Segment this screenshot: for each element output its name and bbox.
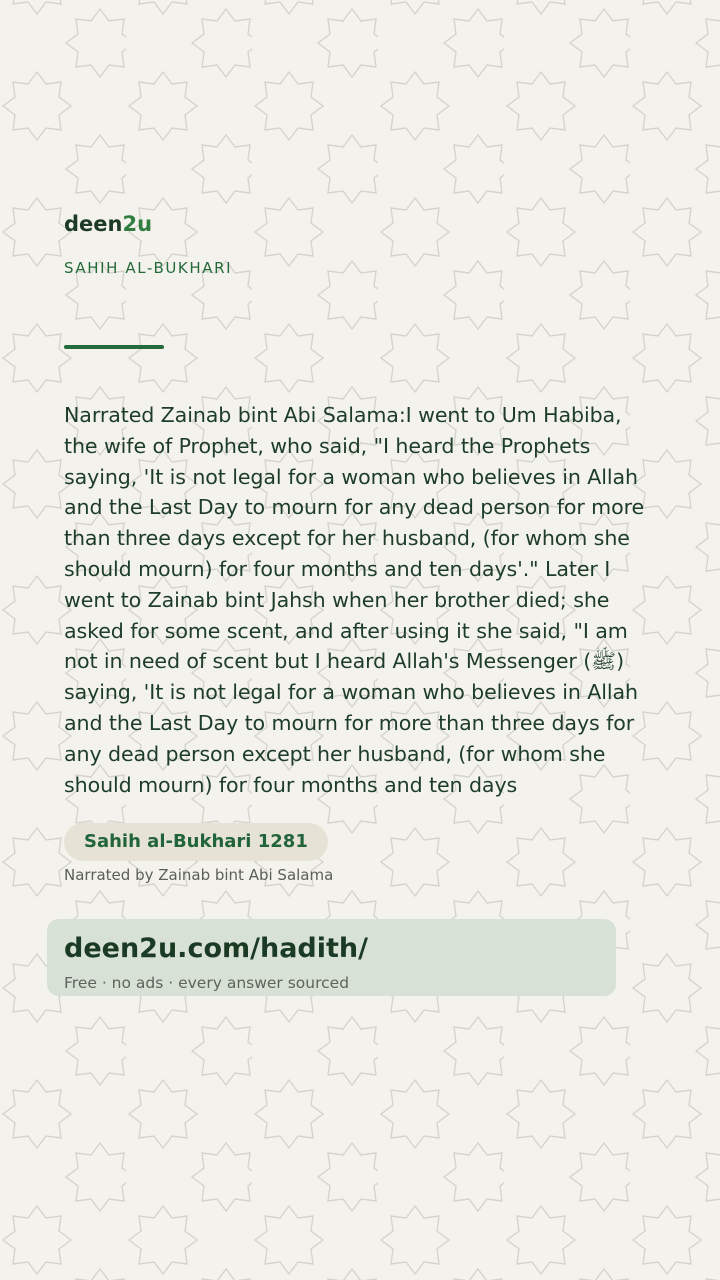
brand-logo[interactable]: [64, 212, 152, 236]
brand-accent: 2u: [122, 212, 153, 236]
website-url[interactable]: deen2u.com/hadith/: [64, 933, 369, 964]
reference-badge[interactable]: Sahih al-Bukhari 1281: [64, 823, 328, 861]
divider: [64, 345, 164, 349]
brand-prefix: deen: [64, 212, 123, 236]
narrator-text: Narrated by Zainab bint Abi Salama: [64, 866, 334, 884]
hadith-text: Narrated Zainab bint Abi Salama:I went to Um Habiba, the wife of Prophet, who said, "I heard the Prophets saying, 'It is not legal for a woman who believes in Allah and the Last Day to mourn for any dead person for more than three days except for her husband, (for whom she should mourn) for four months and ten days'." Later I went to Zainab bint Jahsh when her brother died; she asked for some scent, and after using it she said, "I am not in need of scent but I heard Allah's Messenger (ﷺ) saying, 'It is not legal for a woman who believes in Allah and the Last Day to mourn for more than three days for any dead person except her husband, (for whom she should mourn) for four months and ten days: [64, 403, 645, 797]
website-link-card[interactable]: [47, 919, 616, 996]
collection-label: SAHIH AL-BUKHARI: [64, 259, 233, 277]
website-tagline: Free · no ads · every answer sourced: [64, 974, 350, 992]
